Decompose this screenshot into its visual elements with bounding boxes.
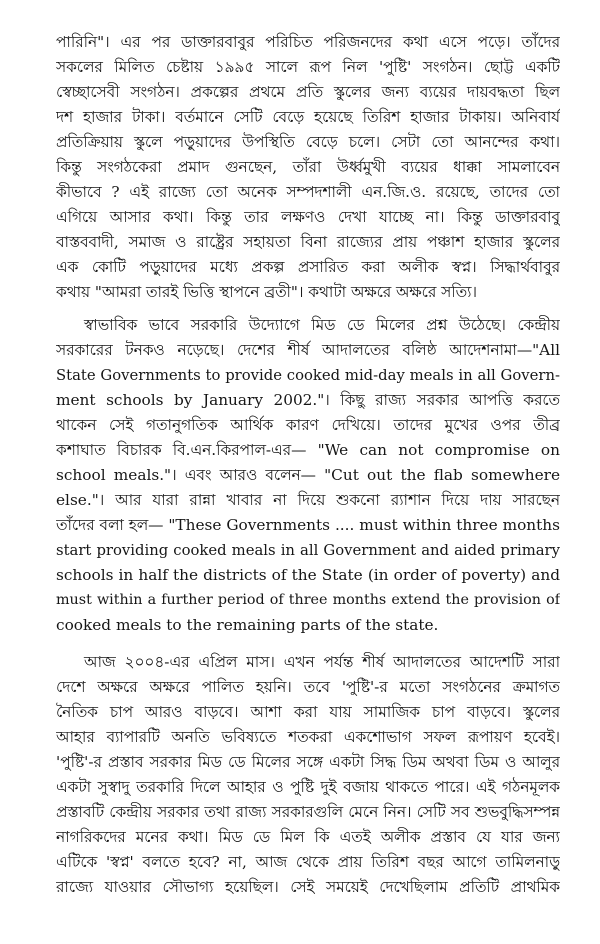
text-line: এগিয়ে আসার কথা। কিন্তু তার লক্ষণও দেখা যাচ্ছে না। কিন্তু ডাক্তারবাবু [56, 208, 560, 226]
paragraph-1 [56, 30, 560, 305]
paragraph-gap [56, 638, 560, 650]
text-line: কীভাবে ? এই রাজ্যে তো অনেক সম্পদশালী এন.জি.ও. রয়েছে, তাদের তো [56, 183, 560, 201]
paragraph-gap [56, 305, 560, 313]
text-line: স্বাভাবিক ভাবে সরকারি উদ্যোগে মিড ডে মিলের প্রশ্ন উঠেছে। কেন্দ্রীয় [84, 316, 560, 334]
text-line: থাকেন সেই গতানুগতিক আর্থিক কারণ দেখিয়ে। তাদের মুখের ওপর তীব্র [56, 416, 560, 434]
text-line: কশাঘাত বিচারক বি.এন.কিরপাল-এর— "We can not compromise on [56, 441, 560, 459]
text-line: প্রতিক্রিয়ায় স্কুলে পড়ুয়াদের উপস্থিতি বেড়ে চলে। সেটা তো আনন্দের কথা। [56, 133, 560, 151]
text-line: রাজ্যে যাওয়ার সৌভাগ্য হয়েছিল। সেই সময়েই দেখেছিলাম প্রতিটি প্রাথমিক [56, 878, 560, 896]
text-line: দশ হাজার টাকা। বর্তমানে সেটি বেড়ে হয়েছে তিরিশ হাজার টাকায়। অনিবার্য [56, 108, 560, 126]
text-line: বাস্তববাদী, সমাজ ও রাষ্ট্রের সহায়তা বিনা রাজ্যের প্রায় পঞ্চাশ হাজার স্কুলের [56, 233, 560, 251]
text-line: must within a further period of three months extend the provision of [56, 592, 560, 608]
text-line: school meals."। এবং আরও বলেন— "Cut out the flab somewhere [56, 466, 560, 484]
text-line: স্বেচ্ছাসেবী সংগঠন। প্রকল্পের প্রথমে প্রতি স্কুলের জন্য ব্যয়ের দায়বদ্ধতা ছিল [56, 83, 560, 101]
text-line: নাগরিকদের মনের কথা। মিড ডে মিল কি এতই অলীক প্রস্তাব যে যার জন্য [56, 828, 560, 846]
text-line: cooked meals to the remaining parts of the state. [56, 616, 439, 634]
text-line: দেশে অক্ষরে অক্ষরে পালিত হয়নি। তবে 'পুষ্টি'-র মতো সংগঠনের ক্রমাগত [56, 678, 560, 696]
paragraph-2 [56, 313, 560, 638]
paragraph-3 [56, 650, 560, 900]
text-line: তাঁদের বলা হল— "These Governments .... must within three months [56, 516, 560, 534]
text-line: সরকারের টনকও নড়েছে। দেশের শীর্ষ আদালতের বলিষ্ঠ আদেশনামা—"All [56, 341, 560, 359]
text-line: একটা সুস্বাদু তরকারি দিলে আহার ও পুষ্টি দুই বজায় থাকতে পারে। এই গঠনমূলক [56, 778, 560, 796]
text-line: schools in half the districts of the State (in order of poverty) and [56, 566, 560, 584]
text-line: এটিকে 'স্বপ্ন' বলতে হবে? না, আজ থেকে প্রায় তিরিশ বছর আগে তামিলনাড়ু [56, 853, 560, 871]
text-line: আহার ব্যাপারটি অনতি ভবিষ্যতে শতকরা একশোভাগ সফল রূপায়ণ হবেই। [56, 728, 560, 746]
text-line: else."। আর যারা রান্না খাবার না দিয়ে শুকনো র‍্যাশান দিয়ে দায় সারছেন [56, 491, 560, 509]
text-line: start providing cooked meals in all Government and aided primary [56, 542, 560, 559]
text-line: নৈতিক চাপ আরও বাড়বে। আশা করা যায় সামাজিক চাপ বাড়বে। স্কুলের [56, 703, 560, 721]
text-line: এক কোটি পড়ুয়াদের মধ্যে প্রকল্প প্রসারিত করা অলীক স্বপ্ন। সিদ্ধার্থবাবুর [56, 258, 560, 276]
text-line: ment schools by January 2002."। কিছু রাজ্য সরকার আপত্তি করতে [56, 391, 560, 409]
text-line: পারিনি"। এর পর ডাক্তারবাবুর পরিচিত পরিজনদের কথা এসে পড়ে। তাঁদের [56, 33, 560, 51]
text-line: 'পুষ্টি'-র প্রস্তাব সরকার মিড ডে মিলের সঙ্গে একটা সিদ্ধ ডিম অথবা ডিম ও আলুর [56, 753, 560, 771]
text-line: State Governments to provide cooked mid-day meals in all Govern- [56, 367, 560, 384]
text-line: সকলের মিলিত চেষ্টায় ১৯৯৫ সালে রূপ নিল 'পুষ্টি' সংগঠন। ছোট্ট একটি [56, 58, 560, 76]
text-line: কিন্তু সংগঠকেরা প্রমাদ গুনছেন, তাঁরা উর্ধ্বমুখী ব্যয়ের ধাক্কা সামলাবেন [56, 158, 560, 176]
text-line: প্রস্তাবটি কেন্দ্রীয় সরকার তথা রাজ্য সরকারগুলি মেনে নিন। সেটি সব শুভবুদ্ধিসম্পন্ন [56, 803, 560, 821]
text-line: কথায় "আমরা তারই ভিত্তি স্থাপনে ব্রতী"। কথাটা অক্ষরে অক্ষরে সত্যি। [56, 283, 477, 301]
text-line: আজ ২০০৪-এর এপ্রিল মাস। এখন পর্যন্ত শীর্ষ আদালতের আদেশটি সারা [84, 653, 560, 671]
